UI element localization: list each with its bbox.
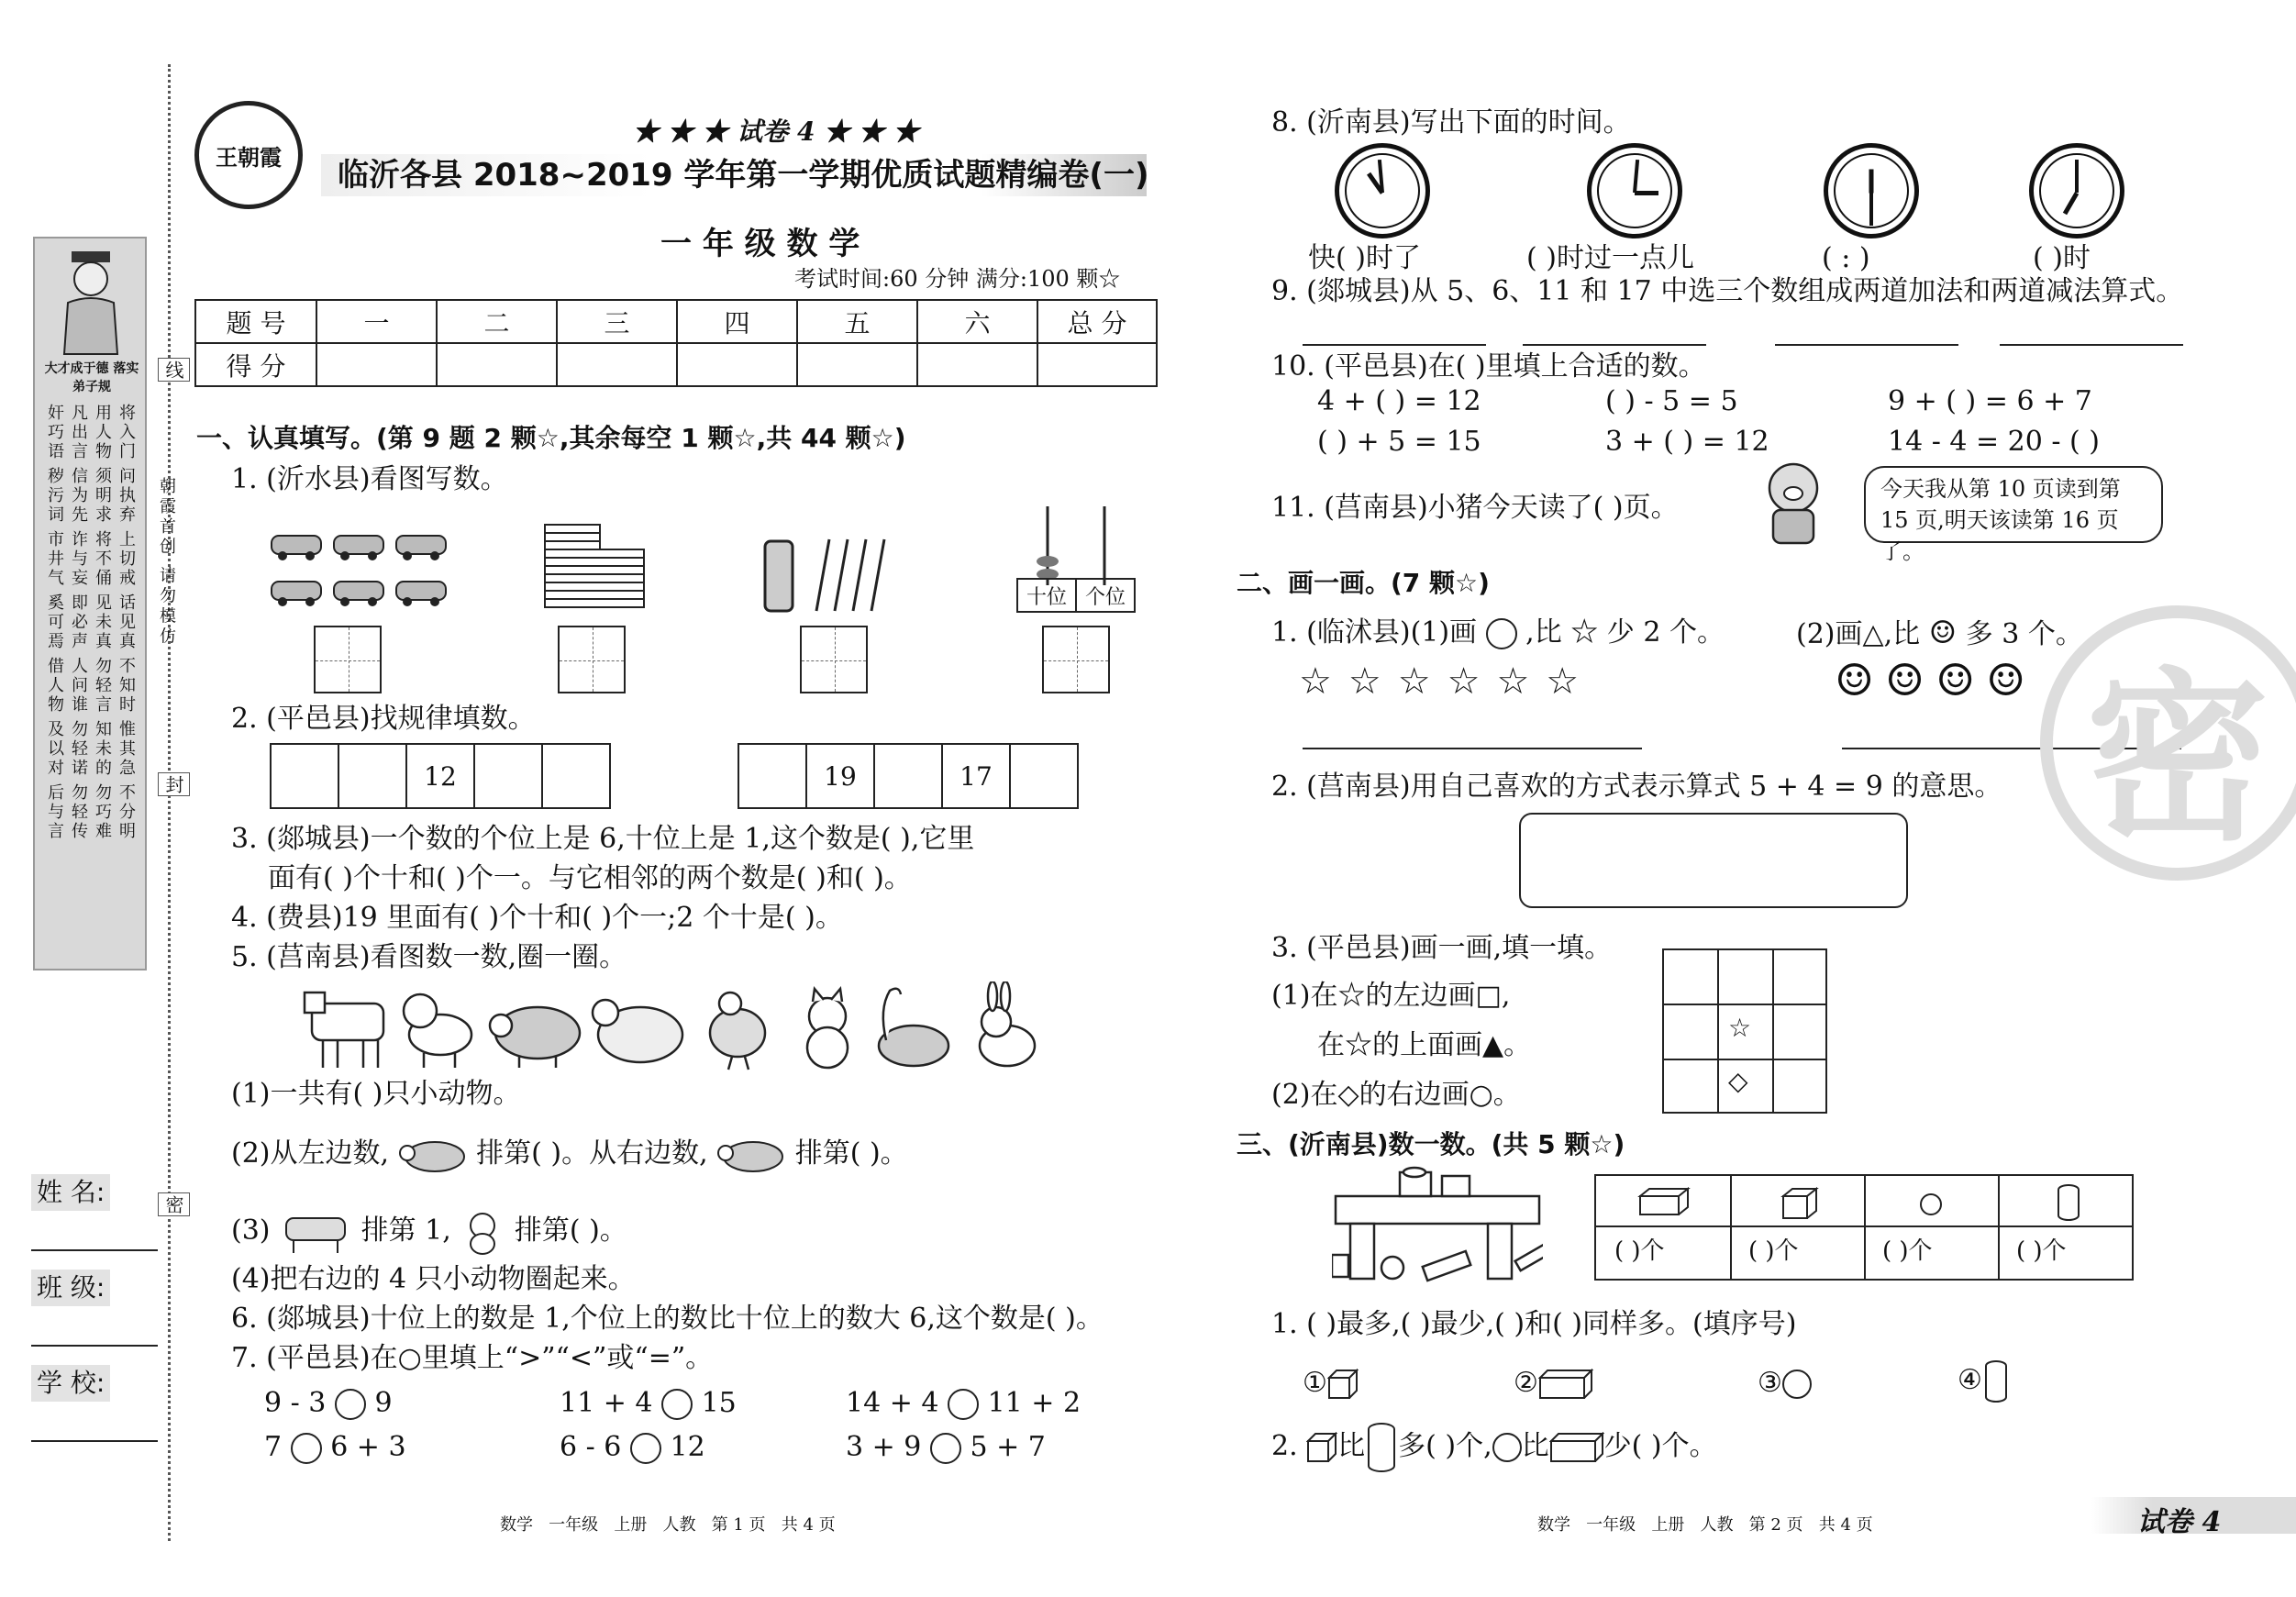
page-title: 临沂各县 2018~2019 学年第一学期优质试题精编卷(一) [338,157,1149,194]
compare-circle[interactable] [335,1389,366,1420]
score-table-header-cell: 四 [676,299,798,344]
abacus-tens-label: 十位 [1016,578,1077,613]
sphere-icon [1917,1191,1945,1222]
score-input-cell[interactable] [436,342,558,387]
motto-verse: 勿 巧 难 [95,783,112,841]
q10-text: 10. (平邑县)在( )里填上合适的数。 [1271,350,1706,383]
motto-verse: 奸 巧 语 [48,404,64,461]
stacked-sheets-picture [543,523,646,615]
score-input-cell[interactable] [1037,342,1158,387]
q11-text: 11. (莒南县)小猪今天读了( )页。 [1271,492,1679,524]
cat-icon [460,1209,505,1255]
motto-verse: 秽 污 词 [48,467,64,525]
abacus-picture [1016,505,1136,615]
motto-verse: 不 知 时 [119,657,136,715]
score-input-cell[interactable] [556,342,678,387]
sequence-cell[interactable] [473,743,543,809]
motto-verse: 勿 轻 言 [95,657,112,715]
score-table-header-cell: 五 [796,299,918,344]
page-footer-right: 数学 一年级 上册 人教 第 2 页 共 4 页 [1537,1515,1873,1535]
q4-text: 4. (费县)19 里面有( )个十和( )个一;2 个十是( )。 [231,902,843,934]
sequence-cell[interactable] [338,743,407,809]
q5-3-text: (3) 排第 1, 排第( )。 [231,1209,627,1255]
star-row: ☆☆☆☆☆☆ [1299,660,1596,703]
class-label: 班 级: [31,1270,110,1306]
answer-box[interactable] [314,626,382,693]
cylinder-icon [2055,1183,2082,1225]
sequence-cell[interactable] [738,743,807,809]
motto-verse: 凡 出 言 [72,404,88,461]
s2-q2-text: 2. (莒南县)用自己喜欢的方式表示算式 5 + 4 = 9 的意思。 [1271,771,2002,803]
compare-circle[interactable] [630,1433,661,1464]
sheep-icon [593,1000,682,1062]
motto-verse: 用 人 物 [95,404,112,461]
sequence-cell: 12 [405,743,475,809]
brand-logo-text: 王朝霞 [216,143,282,171]
abacus-ones-label: 个位 [1075,578,1136,613]
motto-verses [44,404,139,847]
s2-q3-2-text: (2)在◇的右边画○。 [1271,1079,1521,1111]
motto-verse: 勿 轻 诺 [72,720,88,778]
motto-verse: 人 问 谁 [72,657,88,715]
s2-q3-1b-text: 在☆的上面画▲。 [1317,1029,1532,1061]
school-label: 学 校: [31,1365,110,1402]
blocks-picture [1332,1163,1543,1282]
fill-item: ( ) + 5 = 15 [1317,426,1481,458]
binding-mark-1: 线 [158,358,190,382]
smiley-icon: ☺ [1928,615,1958,651]
q6-text: 6. (郯城县)十位上的数是 1,个位上的数比十位上的数大 6,这个数是( )。 [231,1303,1104,1335]
motto-verse: 惟 其 急 [119,720,136,778]
compare-circle[interactable] [930,1433,961,1464]
option-3: ③ [1758,1365,1812,1402]
compare-circle[interactable] [661,1389,693,1420]
motto-verse: 将 不 俑 [95,530,112,588]
motto-verse: 诈 与 妄 [72,530,88,588]
compare-item: 9 - 3 9 [264,1387,393,1419]
brand-logo [194,101,303,209]
motto-verse: 知 未 的 [95,720,112,778]
time-answer: ( )时 [2033,242,2091,274]
motto-verse: 后 与 言 [48,783,64,841]
motto-verse: 奚 可 焉 [48,593,64,651]
smiley-row: ☺☺☺☺ [1835,655,2037,706]
star-decoration-icon: ★ ★ ★ [633,116,738,147]
fill-item: 14 - 4 = 20 - ( ) [1888,426,2101,458]
binding-mark-2: 封 [158,772,190,796]
star-outline-icon: ☆ [1570,616,1599,649]
q8-text: 8. (沂南县)写出下面的时间。 [1271,106,1631,139]
section1-heading: 一、认真填写。(第 9 题 2 颗☆,其余每空 1 颗☆,共 44 颗☆) [196,423,906,453]
score-table-header-cell: 题 号 [194,299,317,344]
answer-box[interactable] [800,626,868,693]
motto-verse: 即 必 声 [72,593,88,651]
score-table-header-cell: 三 [556,299,678,344]
grid-diamond-icon: ◇ [1728,1066,1748,1096]
fill-item: ( ) - 5 = 5 [1605,385,1738,417]
sequence-cell[interactable] [1009,743,1079,809]
cuboid-icon [1636,1185,1691,1222]
motto-verse: 信 为 先 [72,467,88,525]
s2-q1-part2-text: (2)画△,比 ☺ 多 3 个。 [1796,615,2083,651]
q5-4-text: (4)把右边的 4 只小动物圈起来。 [231,1263,636,1295]
answer-box[interactable] [1042,626,1110,693]
section2-heading: 二、画一画。(7 颗☆) [1237,568,1490,598]
compare-item: 7 6 + 3 [264,1431,406,1463]
motto-text: 大才成于德 落实弟子规 [44,361,139,394]
sequence-cell: 17 [941,743,1011,809]
count-cell[interactable]: ( )个 [1748,1237,1799,1265]
score-input-cell[interactable] [676,342,798,387]
count-cell[interactable]: ( )个 [2016,1237,2067,1265]
q5-2-text: (2)从左边数, 排第( )。从右边数, 排第( )。 [231,1136,908,1173]
motto-panel [33,237,147,970]
score-input-cell[interactable] [316,342,438,387]
q5-text: 5. (莒南县)看图数一数,圈一圈。 [231,941,627,973]
fill-item: 9 + ( ) = 6 + 7 [1888,385,2092,417]
binding-line [168,64,171,1541]
watermark-seal: 密 [2040,605,2296,881]
animals-picture [303,981,1055,1073]
clock-icon [1824,143,1919,238]
pig-icon [490,1007,580,1068]
score-input-cell[interactable] [796,342,918,387]
circle-shape-icon [1486,618,1517,649]
cat-icon [807,989,848,1068]
sticks-bundle-picture [761,532,899,615]
motto-verse: 问 执 弃 [119,467,136,525]
s2-q1-text: 1. (临沭县)(1)画 ,比 ☆ 少 2 个。 [1271,616,1725,649]
score-table-header-cell: 六 [916,299,1038,344]
s3-q2-text: 2. 比 多( )个, 比 少( )个。 [1271,1422,1717,1473]
pig-icon [716,1137,786,1173]
count-cell[interactable]: ( )个 [1882,1237,1933,1265]
drawing-box[interactable] [1519,813,1908,908]
score-table [194,299,1156,387]
motto-verse: 话 见 真 [119,593,136,651]
chicken-icon [710,993,765,1070]
section3-heading: 三、(沂南县)数一数。(共 5 颗☆) [1237,1129,1625,1159]
sequence-cell[interactable] [541,743,611,809]
q3-text: 3. (郯城县)一个数的个位上是 6,十位上是 1,这个数是( ),它里 [231,823,975,855]
speech-bubble: 今天我从第 10 页读到第 15 页,明天该读第 16 页了。 [1864,466,2163,543]
position-grid[interactable] [1662,948,1827,1114]
q5-1-text: (1)一共有( )只小动物。 [231,1078,521,1110]
time-answer: ( : ) [1822,242,1870,274]
cow-icon [305,993,383,1068]
compare-item: 14 + 4 11 + 2 [846,1387,1081,1419]
sequence-cell[interactable] [270,743,339,809]
dog-icon [404,994,471,1068]
compare-circle[interactable] [948,1389,979,1420]
motto-verse: 将 入 门 [119,404,136,461]
motto-verse: 上 切 戒 [119,530,136,588]
cars-picture [268,525,451,616]
motto-verse: 须 明 求 [95,467,112,525]
sequence-row-1 [270,743,614,809]
fill-item: 3 + ( ) = 12 [1605,426,1769,458]
answer-box[interactable] [558,626,626,693]
clock-icon [1335,143,1430,238]
score-table-header-cell: 二 [436,299,558,344]
time-answer: 快( )时了 [1308,242,1421,274]
s2-q3-1-text: (1)在☆的左边画□, [1271,980,1511,1012]
cow-icon [279,1209,352,1255]
motto-verse: 市 井 气 [48,530,64,588]
scholar-figure [59,248,123,358]
series-label: ★ ★ ★ 试卷 4 ★ ★ ★ [633,116,919,147]
corner-label: 试卷 4 [2137,1506,2222,1538]
binding-mark-3: 密 [158,1192,190,1216]
fill-item: 4 + ( ) = 12 [1317,385,1481,417]
q7-text: 7. (平邑县)在○里填上“>”“<”或“=”。 [231,1342,714,1374]
score-table-row-label: 得 分 [194,342,317,387]
count-table [1594,1174,2134,1281]
copyright-seal: 朝霞首创 请勿模仿 [157,477,176,648]
option-1: ① [1303,1365,1359,1402]
q3-text-cont: 面有( )个十和( )个一。与它相邻的两个数是( )和( )。 [268,862,912,894]
compare-item: 3 + 9 5 + 7 [846,1431,1046,1463]
compare-item: 11 + 4 15 [560,1387,737,1419]
compare-item: 6 - 6 12 [560,1431,705,1463]
time-answer: ( )时过一点儿 [1526,242,1694,274]
q9-text: 9. (郯城县)从 5、6、11 和 17 中选三个数组成两道加法和两道减法算式。 [1271,275,2184,307]
motto-verse: 见 未 真 [95,593,112,651]
q2-text: 2. (平邑县)找规律填数。 [231,703,536,735]
motto-verse: 借 人 物 [48,657,64,715]
rabbit-icon [980,981,1035,1066]
q1-text: 1. (沂水县)看图写数。 [231,463,508,495]
motto-verse: 不 分 明 [119,783,136,841]
option-2: ② [1514,1365,1593,1402]
name-label: 姓 名: [31,1174,110,1211]
sequence-row-2 [738,743,1081,809]
grid-star-icon: ☆ [1728,1013,1752,1043]
compare-circle[interactable] [291,1433,322,1464]
s2-q3-text: 3. (平邑县)画一画,填一填。 [1271,932,1613,964]
diamond-icon: ◇ [1337,1079,1359,1111]
motto-verse: 及 以 对 [48,720,64,778]
motto-verse: 勿 轻 传 [72,783,88,841]
exam-info: 考试时间:60 分钟 满分:100 颗☆ [794,266,1121,292]
page-subtitle: 一 年 级 数 学 [660,226,860,262]
score-input-cell[interactable] [916,342,1038,387]
s3-q1-text: 1. ( )最多,( )最少,( )和( )同样多。(填序号) [1271,1308,1797,1340]
clock-icon [1587,143,1682,238]
count-cell[interactable]: ( )个 [1614,1237,1665,1265]
score-table-header-cell: 一 [316,299,438,344]
page-footer-left: 数学 一年级 上册 人教 第 1 页 共 4 页 [500,1515,836,1535]
reading-pig-icon [1747,455,1839,547]
sequence-cell: 19 [805,743,875,809]
goose-icon [879,989,948,1066]
cube-icon [1780,1185,1820,1225]
option-4: ④ [1958,1359,2010,1403]
score-table-header-cell: 总 分 [1037,299,1158,344]
clock-icon [2029,143,2124,238]
sequence-cell[interactable] [873,743,943,809]
pig-icon [398,1137,468,1173]
